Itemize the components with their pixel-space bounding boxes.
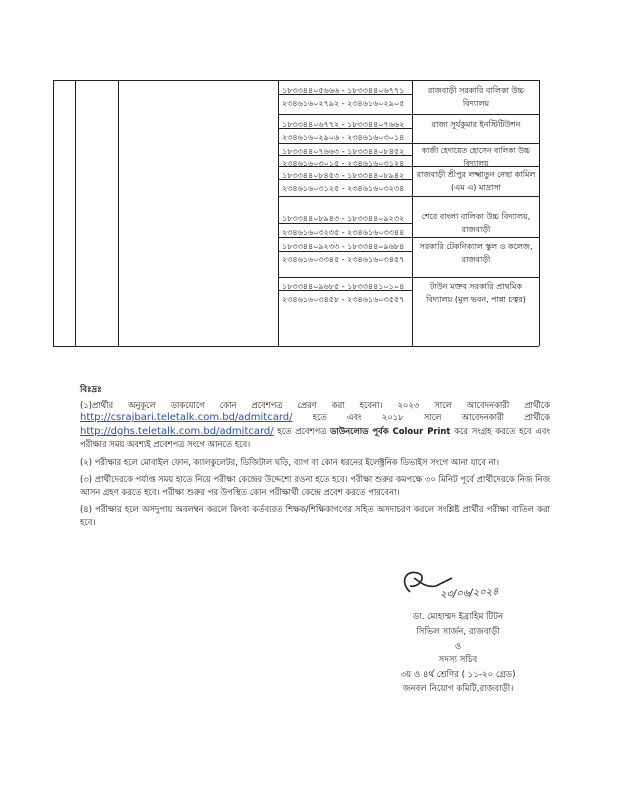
note-1 (80, 399, 550, 451)
note-4: (৪) পরীক্ষার হলে অসদুপায় অবলম্বন করলে কিংবা কর্তব্যরত শিক্ষক/শিক্ষিকাগণের সহিত অসদাচরণ করলে সংশ্লিষ্ট প্রার্থীর পরীক্ষা বাতিল করা হবে। (80, 504, 550, 527)
roll-range-a: ১৮৩৩৪৪০৭৬৬৩ - ১৮৩৩৪৪০৮৪৫২ (282, 147, 405, 156)
roll-range-b: ২৩৪৬১৬০৩৩৪৫ - ২৩৪৬১৬০৩৪৫৭ (282, 255, 405, 264)
exam-centre: রাজা সূর্যকুমার ইনস্টিটিউশন (431, 120, 521, 129)
roll-range-b: ২৩৪৬১৬০২৭৯২ - ২৩৪৬১৬০২৯০৫ (282, 99, 405, 108)
roll-range-a: ১৮৩৩৪৪০৫৬৬৬ - ১৮৩৩৪৪০৬৭৭১ (282, 86, 405, 95)
note-1-bold: ডাউনলোড পূর্বক Colour Print (330, 425, 451, 436)
roll-range-b: ২৩৪৬১৬০৩২৩৫ - ২৩৪৬১৬০৩৩৪৪ (282, 228, 405, 237)
signatory-title: সিভিল সার্জন, রাজবাড়ী (416, 627, 500, 637)
exam-centre: কাজী হেদায়েত হোসেন বালিকা উচ্চ বিদ্যালয় (421, 146, 531, 168)
roll-range-a: ১৮৩৩৪৪০৯৬৮৫ - ১৮৩৩৪৪১০১০৪ (282, 282, 405, 291)
signatory-grade: ৩য় ও ৪র্থ শ্রেণির ( ১১-২০ গ্রেড) (400, 670, 516, 680)
centre-table (0, 0, 618, 360)
exam-centre: শেরে বাংলা বালিকা উচ্চ বিদ্যালয়, রাজবাড়ী (421, 212, 531, 234)
roll-range-a: ১৮৩৩৪৪০৯২৩৩ - ১৮৩৩৪৪০৯৬৮৪ (282, 242, 405, 251)
notes-section (80, 383, 550, 533)
exam-centre: রাজবাড়ী শ্রীপুর লক্ষ্মাতুন নেছা কামিল (এম এ) মাদ্রাসা (416, 170, 536, 192)
note-3: (৩) প্রার্থীদেরকে পর্যাপ্ত সময় হাতে নিয়ে পরীক্ষা কেন্দ্রের উদ্দেশ্যে রওনা হতে হবে। পরীক্ষা শুরুর কমপক্ষে ৩০ মিনিট পূর্বে প্রার্থীদেরকে নিজ নিজ আসন গ্রহণ করতে হবে। পরীক্ষা শুরুর পর উপস্থিত কোন পরীক্ষার্থী কেন্দ্রে প্রবেশ করতে পারবেনা। (80, 474, 550, 497)
roll-range-b: ২৩৪৬১৬০২৯০৬ - ২৩৪৬১৬০৩০১৪ (282, 133, 405, 142)
roll-range-b: ২৩৪৬১৬০৩০১৫ - ২৩৪৬১৬০৩১২৪ (282, 159, 405, 168)
roll-range-b: ২৩৪৬১৬০৩১২৫ - ২৩৪৬১৬০৩২৩৪ (282, 184, 405, 193)
exam-centre: টাউন মক্তব সরকারি প্রাথমিক বিদ্যালয় (মুল ভবন, পান্না চত্বর) (426, 282, 526, 304)
note-1-post: হতে প্রবেশপত্র (273, 425, 331, 436)
signatory-role: সদস্য সচিব (438, 655, 478, 665)
note-1-end: করে সংগ্রহ করতে হবে এবং পরীক্ষার সময় অবশ্যই প্রবেশপত্র সংগে আনতে হবে। (80, 425, 550, 449)
roll-range-a: ১৮৩৩৪৪০৬৭৭২ - ১৮৩৩৪৪০৭৬৬২ (282, 120, 405, 129)
signature-date: ২৩/০৬/২০২৪ (439, 586, 499, 601)
roll-range-a: ১৮৩৩৪৪০৮৯৪৩ - ১৮৩৩৪৪০৯২৩২ (282, 214, 405, 223)
note-2: (২) পরীক্ষার হলে মোবাইল ফোন, ক্যালকুলেটর, ডিজিটাল ঘড়ি, ব্যাগ বা কোন ধরনের ইলেক্ট্রনিক ডিভাইস সংগে আনা যাবে না। (80, 456, 499, 467)
exam-centre: সরকারি টেকনিক্যাল স্কুল ও কলেজ, রাজবাড়ী (419, 242, 533, 264)
dghs-admitcard-link[interactable]: http://dghs.teletalk.com.bd/admitcard/ (80, 425, 274, 437)
roll-range-a: ১৮৩৩৪৪০৮৪৫৩ - ১৮৩৩৪৪০৮৯৪২ (282, 171, 405, 180)
signatory-name: ডা. মোহাম্মদ ইব্রাহিম টিটন (412, 612, 504, 622)
notes-heading: বিঃদ্রঃ (80, 384, 102, 394)
note-1-mid: হতে এবং ২০১৮ সালে আবেদনকারী প্রার্থীকে (292, 412, 550, 422)
signatory-and: ও (454, 642, 462, 652)
exam-centre: রাজবাড়ী সরকারি বালিকা উচ্চ বিদ্যালয় (427, 86, 525, 108)
note-1-intro: (১)প্রার্থীর অনুকূলে ডাকযোগে কোন প্রবেশপত্র প্রেরণ করা হবেনা। ২০২৩ সালে আবেদনকারী প্রার্থীকে (80, 399, 550, 410)
csrajbari-admitcard-link[interactable]: http://csrajbari.teletalk.com.bd/admitcard/ (80, 412, 293, 423)
roll-range-b: ২৩৪৬১৬০৩৪৫৮ - ২৩৪৬১৬০৩৫৫৭ (282, 295, 405, 304)
signatory-committee: জনবল নিয়োগ কমিটি,রাজবাড়ী। (402, 684, 514, 694)
